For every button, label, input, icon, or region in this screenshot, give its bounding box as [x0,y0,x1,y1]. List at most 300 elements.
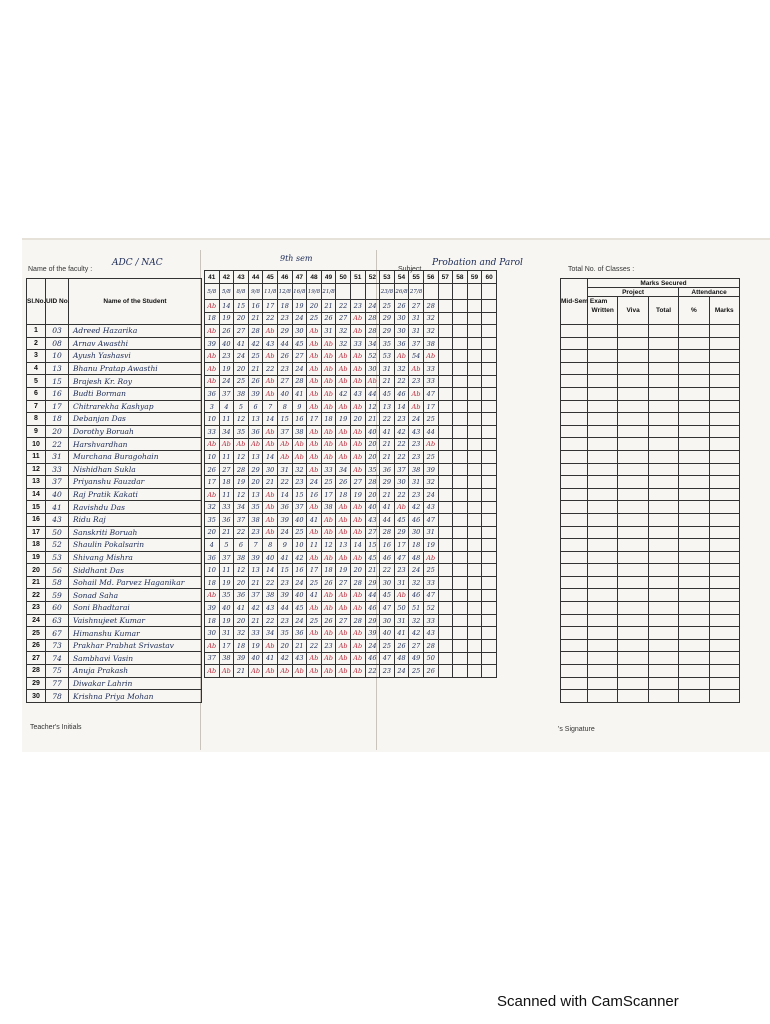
table-row [27,463,202,476]
date-cell: 5/8 [219,284,234,300]
uid-cell: 03 [46,325,69,338]
attendance-cell: 24 [292,312,307,325]
attendance-cell: 26 [394,640,409,653]
marks-cell [588,387,618,400]
marks-cell [648,576,678,589]
attendance-cell: 36 [380,463,395,476]
attendance-cell [438,400,453,413]
date-cell [438,284,453,300]
attendance-cell: 45 [292,337,307,350]
attendance-cell [438,564,453,577]
attendance-cell [482,514,497,527]
attendance-cell: 34 [263,627,278,640]
marks-cell [648,526,678,539]
marks-cell [618,551,648,564]
serial-cell: 1 [27,325,46,338]
attendance-cell [467,627,482,640]
attendance-cell: 30 [380,577,395,590]
attendance-cell [453,488,468,501]
uid-cell: 17 [46,400,69,413]
signature-label: 's Signature [558,726,595,733]
student-name: Sohail Md. Parvez Haganikar [69,576,202,589]
attendance-cell: Ab [423,551,438,564]
attendance-cell: 28 [350,614,365,627]
table-row [27,690,202,703]
serial-cell: 12 [27,463,46,476]
attendance-cell: 39 [248,388,263,401]
marks-cell [618,677,648,690]
table-row [27,337,202,350]
class-number-header: 57 [438,271,453,284]
attendance-cell: 39 [234,652,249,665]
marks-cell [648,539,678,552]
attendance-cell [467,388,482,401]
marks-cell [648,438,678,451]
marks-cell [618,350,648,363]
attendance-cell: 22 [234,526,249,539]
attendance-cell: 39 [248,551,263,564]
marks-cell [618,501,648,514]
attendance-cell: Ab [321,438,336,451]
attendance-cell [482,425,497,438]
uid-cell: 40 [46,488,69,501]
attendance-cell: 37 [277,425,292,438]
attendance-cell: 14 [263,413,278,426]
marks-cell [709,513,739,526]
attendance-cell: 40 [219,602,234,615]
attendance-cell: Ab [409,400,424,413]
attendance-cell: 23 [380,665,395,678]
uid-cell: 77 [46,677,69,690]
attendance-cell: 29 [365,577,380,590]
attendance-cell: 30 [394,476,409,489]
uid-cell: 74 [46,652,69,665]
marks-cell [561,526,588,539]
attendance-cell: 40 [292,589,307,602]
attendance-cell: Ab [423,438,438,451]
attendance-cell: 27 [219,463,234,476]
attendance-cell: Ab [394,589,409,602]
attendance-cell: 15 [277,564,292,577]
student-name: Sonad Saha [69,589,202,602]
serial-cell: 30 [27,690,46,703]
attendance-cell: 19 [248,640,263,653]
marks-cell [679,602,709,615]
attendance-row [205,526,497,539]
uid-cell: 18 [46,413,69,426]
attendance-cell [467,589,482,602]
marks-cell [618,400,648,413]
attendance-cell [453,577,468,590]
attendance-cell [453,539,468,552]
attendance-cell [438,337,453,350]
table-row [27,425,202,438]
attendance-row [205,501,497,514]
attendance-cell: 26 [205,463,220,476]
attendance-row [205,312,497,325]
student-name: Ridu Raj [69,513,202,526]
date-cell: 8/8 [234,284,249,300]
attendance-cell: 23 [409,451,424,464]
student-name: Debanjan Das [69,413,202,426]
attendance-cell: Ab [263,425,278,438]
marks-cell [679,665,709,678]
attendance-cell: 24 [277,526,292,539]
marks-cell [561,438,588,451]
attendance-cell: 19 [336,413,351,426]
date-cell: 12/8 [277,284,292,300]
marks-cell [648,513,678,526]
attendance-cell: 34 [336,463,351,476]
marks-cell [618,450,648,463]
attendance-cell: Ab [307,425,322,438]
attendance-cell: Ab [205,640,220,653]
marks-cell [588,375,618,388]
attendance-cell [467,476,482,489]
attendance-cell: 33 [423,577,438,590]
attendance-cell: 27 [350,476,365,489]
attendance-cell [482,362,497,375]
attendance-cell [438,602,453,615]
marks-cell [618,639,648,652]
attendance-cell: Ab [219,665,234,678]
attendance-cell: Ab [321,362,336,375]
attendance-cell [482,438,497,451]
attendance-cell [453,400,468,413]
attendance-cell: 25 [292,526,307,539]
attendance-cell: 25 [307,614,322,627]
attendance-row [205,665,497,678]
attendance-cell: 32 [205,501,220,514]
attendance-row [205,602,497,615]
attendance-cell: 18 [277,300,292,313]
attendance-cell: 47 [423,514,438,527]
class-number-header: 50 [336,271,351,284]
attendance-cell: 11 [219,413,234,426]
marks-row [561,564,740,577]
attendance-cell: Ab [350,375,365,388]
date-cell [467,284,482,300]
uid-cell: 67 [46,627,69,640]
attendance-cell: 27 [292,350,307,363]
marks-cell [648,450,678,463]
attendance-cell: 26 [336,476,351,489]
teacher-initials: Teacher's Initials [30,724,82,731]
student-name: Vaishnujeet Kumar [69,614,202,627]
marks-cell [561,652,588,665]
attendance-cell: 43 [409,425,424,438]
uid-cell: 13 [46,362,69,375]
attendance-cell [438,589,453,602]
attendance-cell [453,476,468,489]
serial-cell: 8 [27,413,46,426]
attendance-row [205,425,497,438]
attendance-row [205,388,497,401]
marks-cell [561,589,588,602]
attendance-cell [482,300,497,313]
attendance-cell: 42 [248,337,263,350]
class-number-header: 43 [234,271,249,284]
marks-row [561,463,740,476]
marks-cell [709,501,739,514]
attendance-row [205,614,497,627]
attendance-cell: 14 [219,300,234,313]
attendance-cell [467,337,482,350]
marks-cell [648,400,678,413]
attendance-row [205,476,497,489]
attendance-cell: 50 [423,652,438,665]
col-midsem: Mid-Sem Exam [561,279,588,325]
attendance-cell: 48 [394,652,409,665]
attendance-cell: 25 [423,451,438,464]
marks-cell [561,375,588,388]
marks-cell [679,513,709,526]
attendance-cell [482,640,497,653]
attendance-cell: 4 [219,400,234,413]
attendance-cell: 14 [350,539,365,552]
marks-cell [679,425,709,438]
attendance-cell: Ab [350,640,365,653]
attendance-cell: Ab [292,451,307,464]
attendance-cell: 13 [248,451,263,464]
attendance-cell [438,325,453,338]
attendance-cell: 40 [263,551,278,564]
attendance-cell: 18 [219,476,234,489]
attendance-cell: 27 [277,375,292,388]
attendance-cell: 28 [248,325,263,338]
attendance-cell: 43 [263,602,278,615]
attendance-cell [438,362,453,375]
attendance-cell: 24 [409,413,424,426]
attendance-cell: 52 [365,350,380,363]
marks-cell [588,476,618,489]
marks-cell [648,614,678,627]
uid-cell: 31 [46,450,69,463]
marks-cell [709,526,739,539]
table-row [27,438,202,451]
marks-cell [709,539,739,552]
attendance-cell: Ab [307,602,322,615]
uid-cell: 52 [46,539,69,552]
attendance-cell: 23 [350,300,365,313]
attendance-cell [482,526,497,539]
attendance-cell: 44 [365,388,380,401]
attendance-cell: 23 [277,312,292,325]
marks-table [560,278,740,703]
attendance-cell: Ab [307,665,322,678]
attendance-cell [453,551,468,564]
attendance-cell: 46 [365,652,380,665]
class-number-header: 48 [307,271,322,284]
marks-cell [561,690,588,703]
attendance-cell: 38 [248,514,263,527]
attendance-cell: 12 [365,400,380,413]
attendance-cell: 26 [219,325,234,338]
attendance-cell: Ab [321,627,336,640]
attendance-cell: 4 [205,539,220,552]
attendance-cell: Ab [336,526,351,539]
attendance-cell [438,577,453,590]
attendance-cell: Ab [350,350,365,363]
attendance-cell [467,300,482,313]
attendance-cell: 37 [219,388,234,401]
attendance-cell: Ab [336,451,351,464]
attendance-cell: 26 [248,375,263,388]
marks-cell [709,425,739,438]
student-name: Adreed Hazarika [69,325,202,338]
uid-cell: 22 [46,438,69,451]
marks-cell [561,513,588,526]
attendance-cell: 19 [219,614,234,627]
marks-cell [588,413,618,426]
serial-cell: 21 [27,576,46,589]
attendance-cell: 21 [380,438,395,451]
uid-cell: 33 [46,463,69,476]
attendance-cell: 43 [263,337,278,350]
attendance-cell: 10 [205,564,220,577]
marks-cell [648,337,678,350]
attendance-cell: 41 [394,627,409,640]
attendance-cell: 17 [394,539,409,552]
marks-cell [588,463,618,476]
marks-cell [679,627,709,640]
attendance-cell: Ab [336,602,351,615]
attendance-cell: 32 [292,463,307,476]
attendance-cell: Ab [423,350,438,363]
attendance-row [205,375,497,388]
attendance-cell: 32 [423,325,438,338]
marks-cell [679,325,709,338]
attendance-row [205,551,497,564]
marks-cell [561,425,588,438]
attendance-cell: Ab [205,325,220,338]
table-row [27,652,202,665]
marks-cell [709,463,739,476]
attendance-cell: 40 [292,514,307,527]
marks-cell [618,602,648,615]
attendance-cell [453,350,468,363]
attendance-cell: Ab [205,362,220,375]
attendance-cell: Ab [307,551,322,564]
attendance-cell: Ab [277,451,292,464]
attendance-row [205,463,497,476]
serial-cell: 23 [27,602,46,615]
marks-cell [648,387,678,400]
attendance-cell [438,476,453,489]
marks-cell [709,576,739,589]
attendance-cell: 41 [277,551,292,564]
attendance-cell [467,488,482,501]
attendance-cell: 24 [394,665,409,678]
attendance-cell: Ab [350,627,365,640]
table-row [27,476,202,489]
marks-cell [709,627,739,640]
marks-cell [648,413,678,426]
attendance-cell [438,640,453,653]
attendance-cell: 10 [205,413,220,426]
marks-cell [648,375,678,388]
attendance-row [205,627,497,640]
attendance-cell: 47 [394,551,409,564]
uid-cell: 58 [46,576,69,589]
uid-cell: 56 [46,564,69,577]
marks-cell [561,576,588,589]
marks-cell [618,425,648,438]
attendance-cell: 38 [234,551,249,564]
attendance-row [205,350,497,363]
attendance-cell [467,413,482,426]
student-name: Sambhavi Vasin [69,652,202,665]
attendance-cell: Ab [365,375,380,388]
attendance-cell: 49 [409,652,424,665]
attendance-cell: 47 [423,589,438,602]
marks-cell [709,387,739,400]
class-number-header: 58 [453,271,468,284]
attendance-cell: Ab [336,362,351,375]
attendance-cell [482,325,497,338]
marks-cell [588,337,618,350]
table-row [27,362,202,375]
attendance-cell: 39 [277,589,292,602]
marks-cell [648,476,678,489]
attendance-cell: 20 [350,564,365,577]
marks-cell [648,488,678,501]
attendance-cell: 20 [365,438,380,451]
attendance-cell [453,564,468,577]
attendance-cell [438,375,453,388]
marks-cell [588,665,618,678]
marks-row [561,413,740,426]
marks-cell [679,476,709,489]
attendance-cell: 25 [248,350,263,363]
attendance-cell: 21 [248,577,263,590]
attendance-cell [482,652,497,665]
col-written: Written [588,297,618,325]
attendance-cell: 31 [321,325,336,338]
attendance-cell: 26 [321,614,336,627]
student-name: Soni Bhadtarai [69,602,202,615]
attendance-cell: 42 [277,652,292,665]
attendance-cell: 43 [423,627,438,640]
attendance-cell [467,362,482,375]
serial-cell: 27 [27,652,46,665]
attendance-cell: 28 [423,640,438,653]
attendance-row [205,577,497,590]
attendance-cell: 30 [205,627,220,640]
attendance-row [205,514,497,527]
attendance-cell [482,350,497,363]
attendance-cell: 32 [409,614,424,627]
attendance-cell [482,488,497,501]
attendance-cell: 15 [234,300,249,313]
attendance-cell: 39 [205,602,220,615]
attendance-cell: 27 [409,640,424,653]
attendance-cell [453,614,468,627]
attendance-cell: 36 [277,501,292,514]
marks-cell [561,337,588,350]
attendance-cell: 32 [409,577,424,590]
attendance-cell: 25 [321,476,336,489]
marks-cell [618,463,648,476]
attendance-cell: Ab [350,652,365,665]
attendance-cell: 54 [409,350,424,363]
student-name: Diwakar Lahrin [69,677,202,690]
attendance-cell: 21 [248,312,263,325]
attendance-cell: 20 [234,577,249,590]
marks-cell [648,652,678,665]
marks-cell [588,564,618,577]
class-number-header: 44 [248,271,263,284]
